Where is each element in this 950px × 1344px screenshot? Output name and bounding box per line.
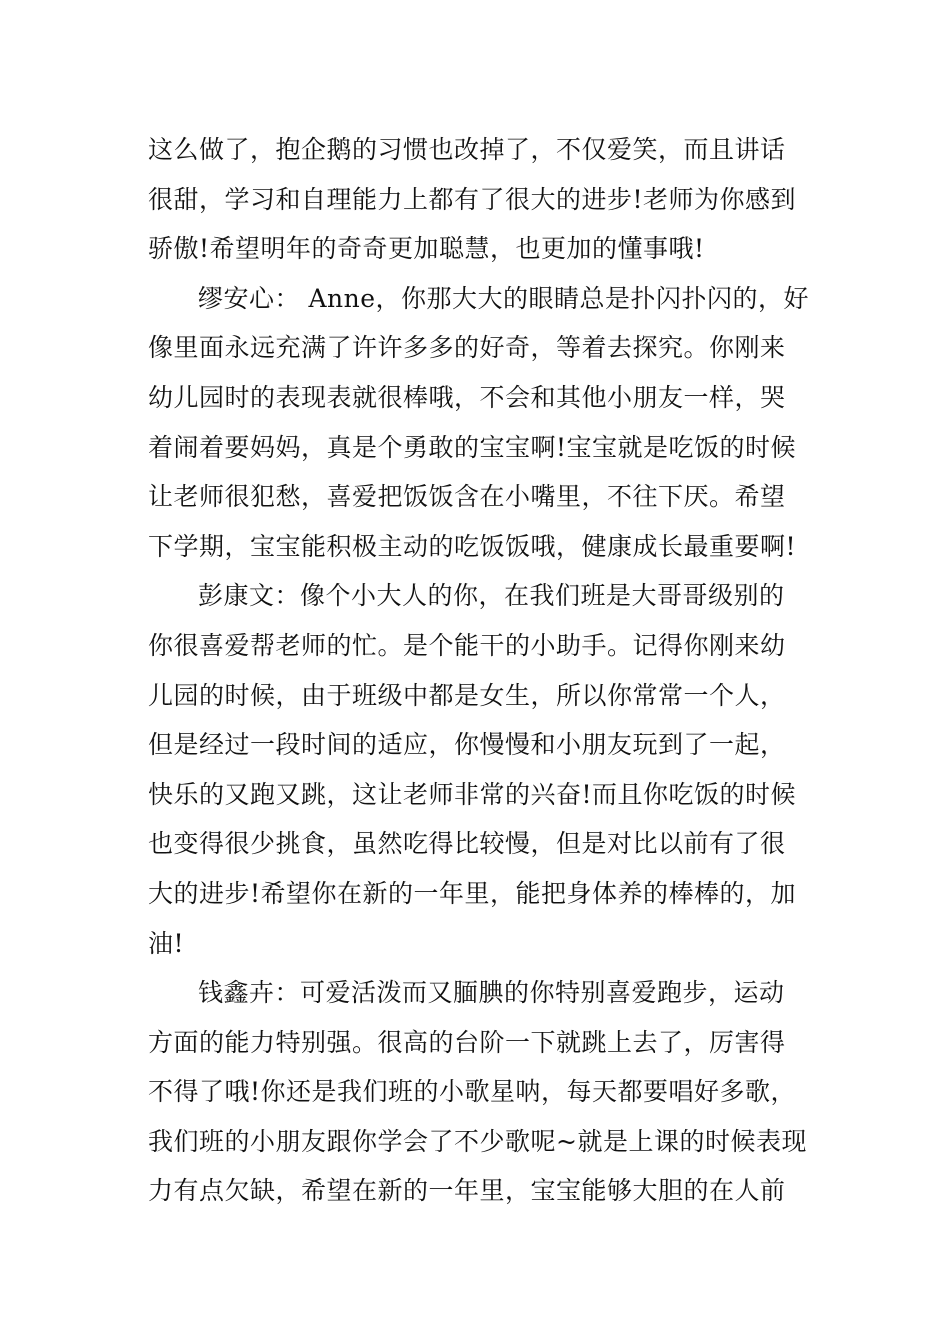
text-line: 下学期，宝宝能积极主动的吃饭饭哦，健康成长最重要啊!	[148, 531, 797, 561]
body-text	[148, 125, 808, 1216]
text-line: 很甜，学习和自理能力上都有了很大的进步!老师为你感到	[148, 184, 797, 214]
text-line: 快乐的又跑又跳，这让老师非常的兴奋!而且你吃饭的时候	[148, 779, 797, 809]
text-line: 也变得很少挑食，虽然吃得比较慢，但是对比以前有了很	[148, 829, 786, 859]
text-line: 我们班的小朋友跟你学会了不少歌呢~就是上课的时候表现	[148, 1126, 807, 1156]
text-line: 像里面永远充满了许许多多的好奇，等着去探究。你刚来	[148, 333, 786, 363]
text-line: 油!	[148, 928, 185, 958]
text-line: 但是经过一段时间的适应，你慢慢和小朋友玩到了一起，	[148, 730, 786, 760]
text-line: 着闹着要妈妈，真是个勇敢的宝宝啊!宝宝就是吃饭的时候	[148, 432, 797, 462]
text-line: 方面的能力特别强。很高的台阶一下就跳上去了，厉害得	[148, 1027, 786, 1057]
text-line: 这么做了，抱企鹅的习惯也改掉了，不仅爱笑，而且讲话	[148, 135, 786, 164]
paragraph-start-line: 钱鑫卉：可爱活泼而又腼腆的你特别喜爱跑步，运动	[198, 978, 785, 1008]
text-line: 骄傲!希望明年的奇奇更加聪慧，也更加的懂事哦!	[148, 234, 705, 264]
text-line: 幼儿园时的表现表就很棒哦，不会和其他小朋友一样，哭	[148, 382, 786, 412]
text-line: 不得了哦!你还是我们班的小歌星呐，每天都要唱好多歌，	[148, 1077, 797, 1107]
text-line: 你很喜爱帮老师的忙。是个能干的小助手。记得你刚来幼	[148, 630, 786, 660]
text-line: 力有点欠缺，希望在新的一年里，宝宝能够大胆的在人前	[148, 1176, 786, 1206]
paragraph-start-line: 缪安心： Anne，你那大大的眼睛总是扑闪扑闪的，好	[198, 283, 809, 313]
text-line: 儿园的时候，由于班级中都是女生，所以你常常一个人，	[148, 680, 786, 710]
paragraph-start-line: 彭康文：像个小大人的你，在我们班是大哥哥级别的	[198, 581, 785, 611]
text-line: 让老师很犯愁，喜爱把饭饭含在小嘴里，不往下厌。希望	[148, 482, 786, 512]
text-line: 大的进步!希望你在新的一年里，能把身体养的棒棒的，加	[148, 878, 797, 908]
